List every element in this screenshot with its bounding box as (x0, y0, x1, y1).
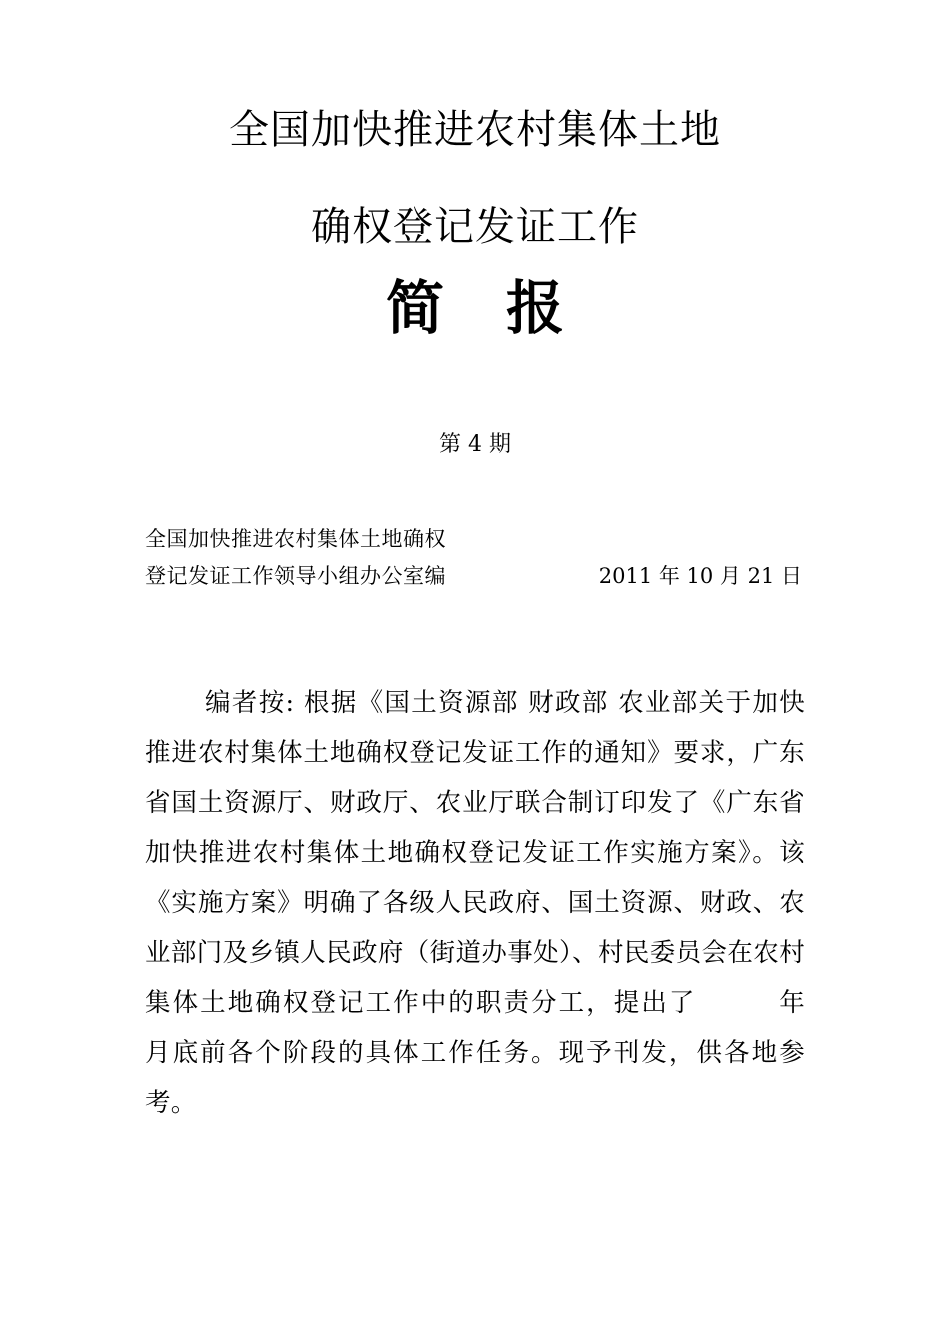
issue-date: 2011 年 10 月 21 日 (598, 564, 802, 588)
title-line-1: 全国加快推进农村集体土地 (229, 107, 721, 153)
title-line-2: 确权登记发证工作 (311, 204, 639, 250)
editor-note: 编者按: 根据《国土资源部 财政部 农业部关于加快推进农村集体土地确权登记发证工作的通知》要求，广东省国土资源厅、财政厅、农业厅联合制订印发了《广东省加快推进农村集体土地确权登记发证工作实施方案》。该《实施方案》明确了各级人民政府、国土资源、财政、农业部门及乡镇人民政府（街道办事处）、村民委员会在农村集体土地确权登记工作中的职责分工，提出了 年 月底前各个阶段的具体工作任务。现予刊发，供各地参考。 (145, 688, 857, 1118)
issuer-line-2: 登记发证工作领导小组办公室编 (145, 564, 446, 588)
issuer-line-1: 全国加快推进农村集体土地确权 (145, 527, 446, 551)
issue-number: 第 4 期 (439, 432, 511, 457)
title-line-3: 简报 (385, 274, 626, 342)
